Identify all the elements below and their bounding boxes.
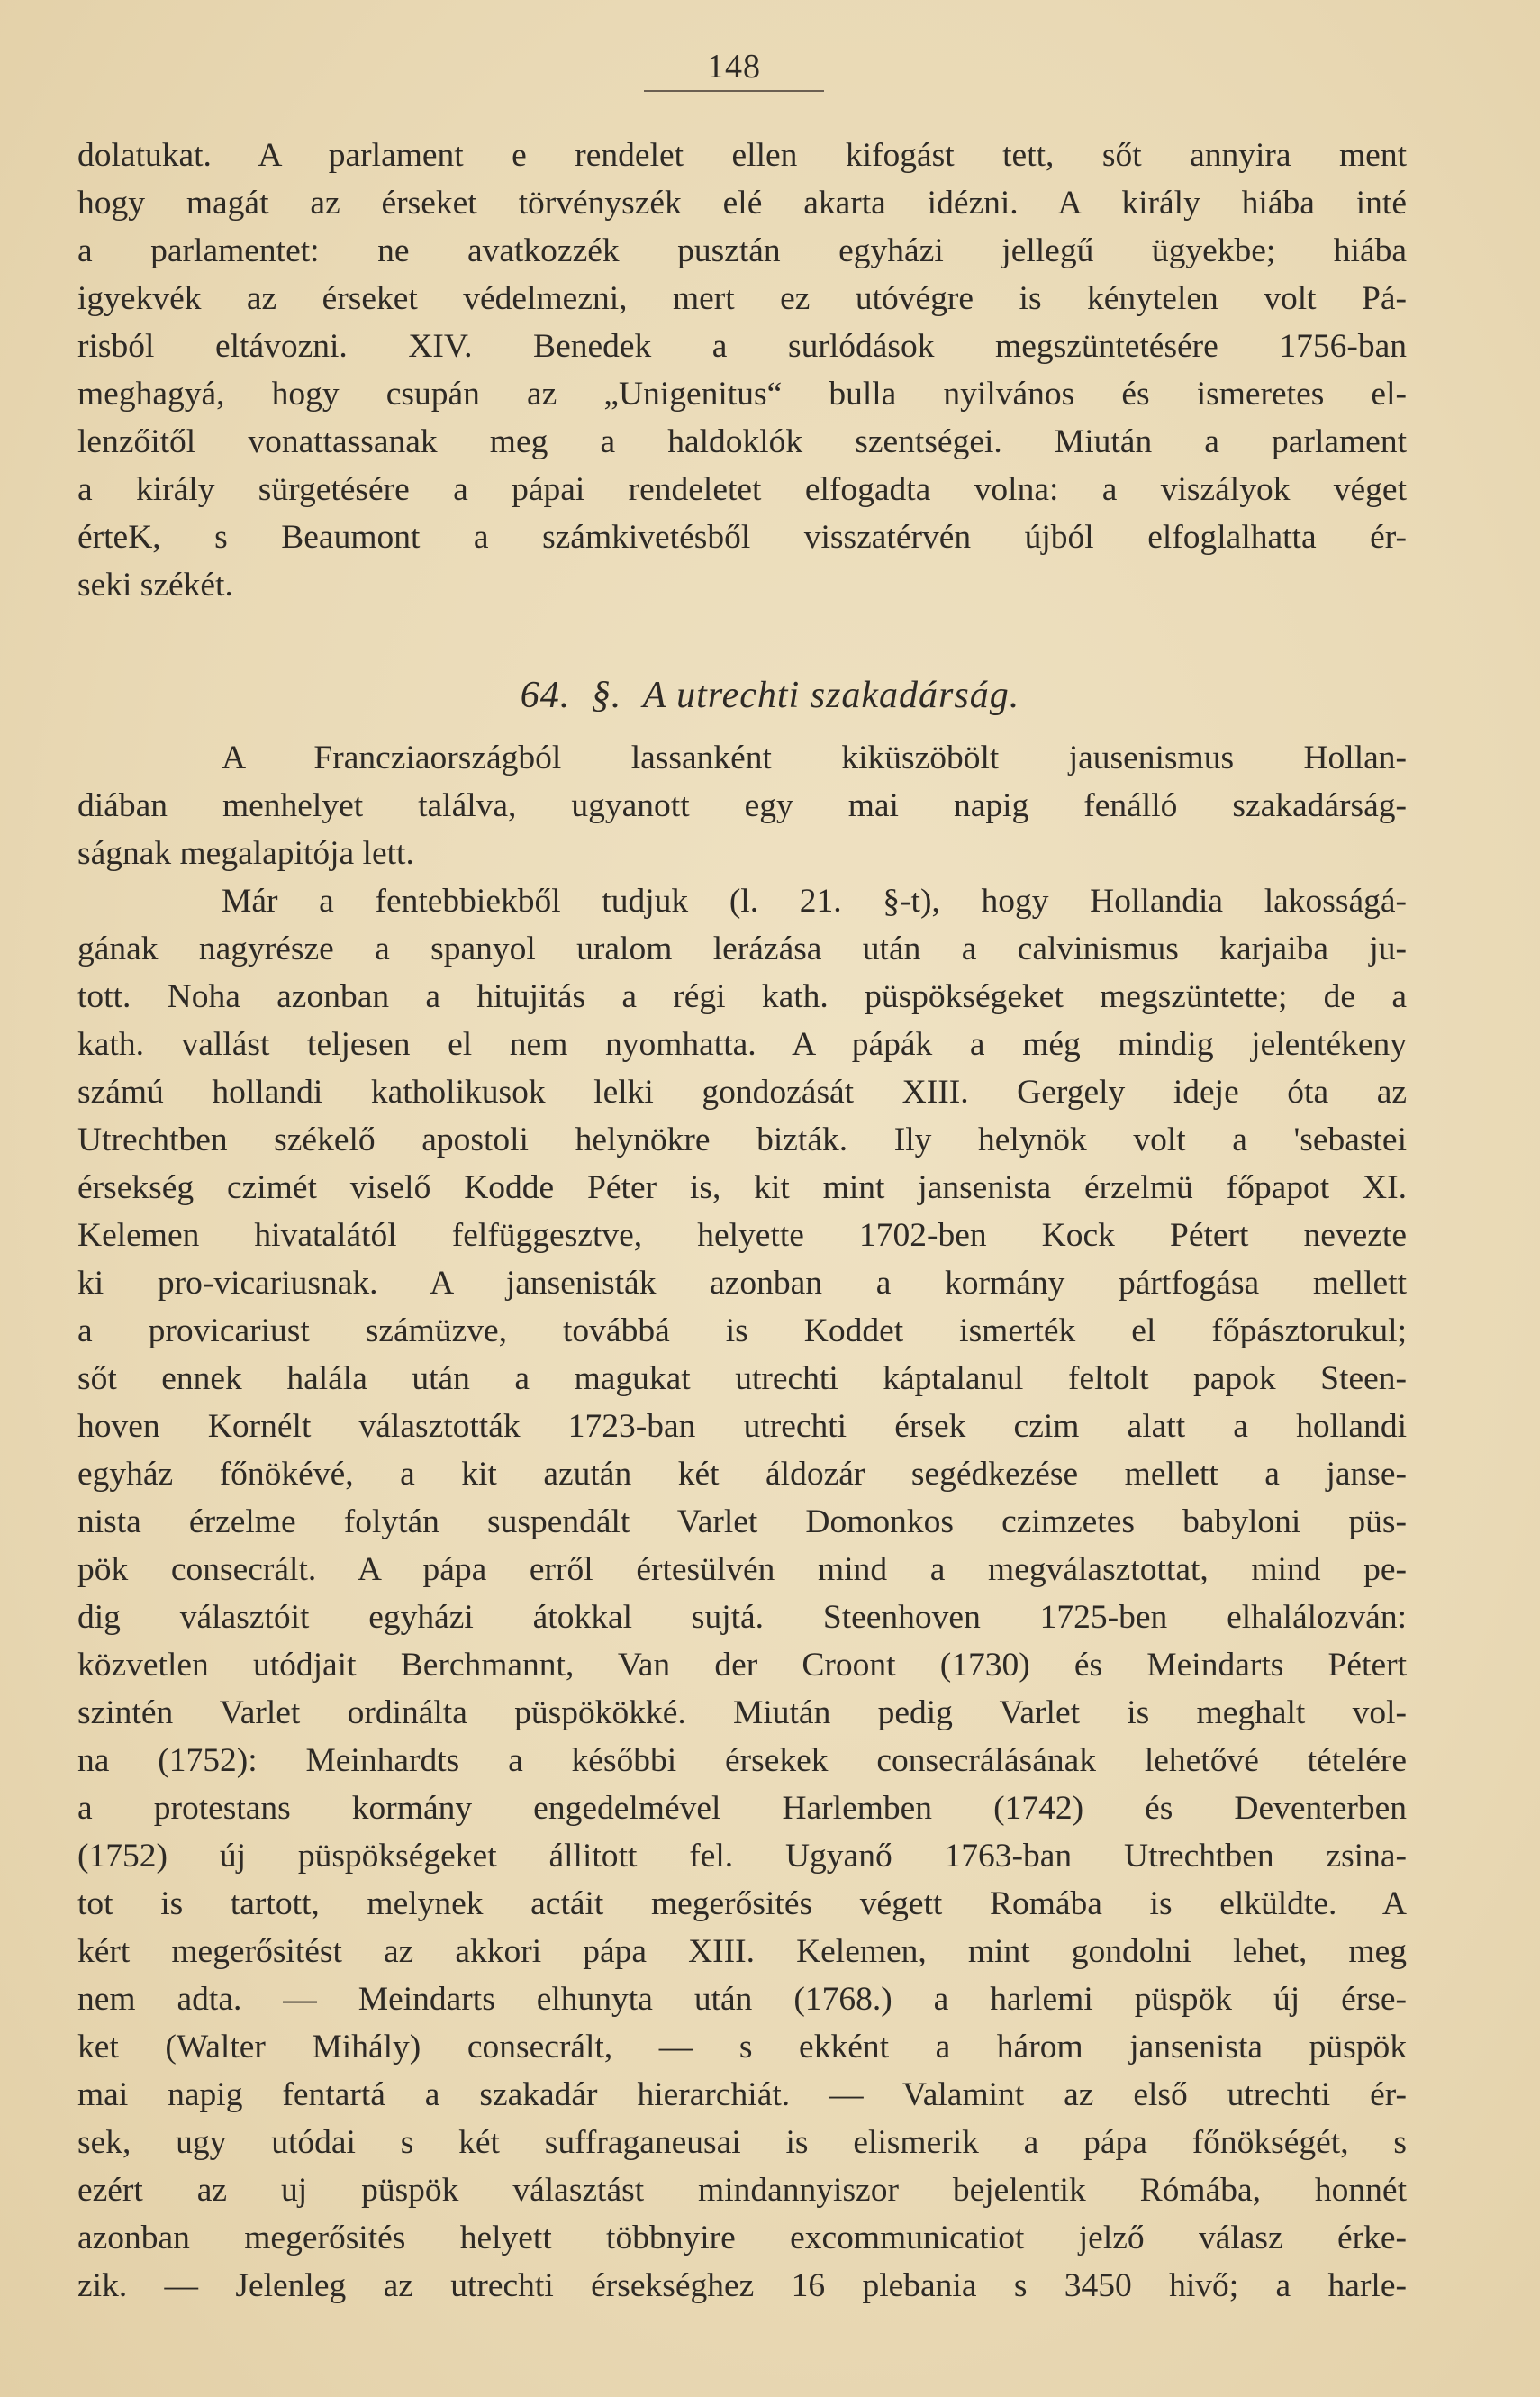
- text-line: számú hollandi katholikusok lelki gondozását XIII. Gergely ideje óta az: [77, 1074, 1407, 1111]
- section-body: [77, 734, 1407, 2310]
- text-line: kath. vallást teljesen el nem nyomhatta. A pápák a még mindig jelentékeny: [77, 1026, 1407, 1063]
- text-line: ságnak megalapitója lett.: [77, 835, 414, 872]
- text-line: diában menhelyet találva, ugyanott egy mai napig fenálló szakadárság-: [77, 787, 1407, 824]
- page-number: 148: [707, 48, 761, 86]
- text-line: azonban megerősités helyett többnyire excommunicatiot jelző válasz érke-: [77, 2220, 1407, 2256]
- text-line: a király sürgetésére a pápai rendeletet elfogadta volna: a viszályok véget: [77, 471, 1407, 508]
- text-line: közvetlen utódjait Berchmannt, Van der Croont (1730) és Meindarts Pétert: [77, 1647, 1407, 1684]
- section-number: 64.: [520, 675, 571, 716]
- text-line: A Francziaországból lassanként kiküszöbölt jausenismus Hollan-: [222, 740, 1407, 776]
- text-line: érsekség czimét viselő Kodde Péter is, kit mint jansenista érzelmü főpapot XI.: [77, 1169, 1407, 1206]
- text-line: gának nagyrésze a spanyol uralom lerázása után a calvinismus karjaiba ju-: [77, 931, 1407, 967]
- text-line: dolatukat. A parlament e rendelet ellen kifogást tett, sőt annyira ment: [77, 137, 1407, 174]
- text-line: sőt ennek halála után a magukat utrechti káptalanul feltolt papok Steen-: [77, 1360, 1407, 1397]
- text-line: (1752) új püspökségeket állitott fel. Ugyanő 1763-ban Utrechtben zsina-: [77, 1838, 1407, 1875]
- text-line: kért megerősitést az akkori pápa XIII. Kelemen, mint gondolni lehet, meg: [77, 1933, 1407, 1970]
- section-heading: [0, 674, 1540, 717]
- text-line: seki székét.: [77, 567, 233, 604]
- text-line: Kelemen hivatalától felfüggesztve, helyette 1702-ben Kock Pétert nevezte: [77, 1217, 1407, 1254]
- section-symbol: §.: [591, 675, 622, 716]
- text-line: lenzőitől vonattassanak meg a haldoklók szentségei. Miután a parlament: [77, 423, 1407, 460]
- text-line: tot is tartott, melynek actáit megerősités végett Romába is elküldte. A: [77, 1885, 1407, 1922]
- text-line: zik. — Jelenleg az utrechti érsekséghez 16 plebania s 3450 hivő; a harle-: [77, 2267, 1407, 2304]
- text-line: Utrechtben székelő apostoli helynökre bizták. Ily helynök volt a 'sebastei: [77, 1121, 1407, 1158]
- text-line: a protestans kormány engedelmével Harlemben (1742) és Deventerben: [77, 1790, 1407, 1827]
- text-line: na (1752): Meinhardts a későbbi érsekek consecrálásának lehetővé tételére: [77, 1742, 1407, 1779]
- text-line: a parlamentet: ne avatkozzék pusztán egyházi jellegű ügyekbe; hiába: [77, 232, 1407, 269]
- text-line: érteK, s Beaumont a számkivetésből visszatérvén újból elfoglalhatta ér-: [77, 519, 1407, 556]
- paragraph-continuation: [77, 132, 1407, 609]
- text-line: ezért az uj püspök választást mindannyiszor bejelentik Rómába, honnét: [77, 2172, 1407, 2209]
- text-line: sek, ugy utódai s két suffraganeusai is elismerik a pápa főnökségét, s: [77, 2124, 1407, 2161]
- text-line: nista érzelme folytán suspendált Varlet Domonkos czimzetes babyloni püs-: [77, 1503, 1407, 1540]
- text-line: ket (Walter Mihály) consecrált, — s ekként a három jansenista püspök: [77, 2029, 1407, 2066]
- page-header: [644, 47, 824, 92]
- text-line: hogy magát az érseket törvényszék elé akarta idézni. A király hiába inté: [77, 185, 1407, 222]
- page-number-rule: [644, 90, 824, 92]
- text-line: igyekvék az érseket védelmezni, mert ez utóvégre is kénytelen volt Pá-: [77, 280, 1407, 317]
- text-line: meghagyá, hogy csupán az „Unigenitus“ bulla nyilvános és ismeretes el-: [77, 376, 1407, 413]
- text-line: tott. Noha azonban a hitujitás a régi kath. püspökségeket megszüntette; de a: [77, 978, 1407, 1015]
- text-line: mai napig fentartá a szakadár hierarchiát. — Valamint az első utrechti ér-: [77, 2076, 1407, 2113]
- section-title: A utrechti szakadárság.: [642, 675, 1020, 716]
- text-line: hoven Kornélt választották 1723-ban utrechti érsek czim alatt a hollandi: [77, 1408, 1407, 1445]
- text-line: pök consecrált. A pápa erről értesülvén mind a megválasztottat, mind pe-: [77, 1551, 1407, 1588]
- text-line: szintén Varlet ordinálta püspökökké. Miután pedig Varlet is meghalt vol-: [77, 1694, 1407, 1731]
- text-line: risból eltávozni. XIV. Benedek a surlódások megszüntetésére 1756-ban: [77, 328, 1407, 365]
- text-line: egyház főnökévé, a kit azután két áldozár segédkezése mellett a janse-: [77, 1456, 1407, 1493]
- text-line: a provicariust számüzve, továbbá is Koddet ismerték el főpásztorukul;: [77, 1312, 1407, 1349]
- text-line: ki pro-vicariusnak. A jansenisták azonban a kormány pártfogása mellett: [77, 1265, 1407, 1302]
- text-line: nem adta. — Meindarts elhunyta után (1768.) a harlemi püspök új érse-: [77, 1981, 1407, 2018]
- text-line: dig választóit egyházi átokkal sujtá. Steenhoven 1725-ben elhalálozván:: [77, 1599, 1407, 1636]
- text-line: Már a fentebbiekből tudjuk (l. 21. §-t), hogy Hollandia lakosságá-: [222, 883, 1407, 920]
